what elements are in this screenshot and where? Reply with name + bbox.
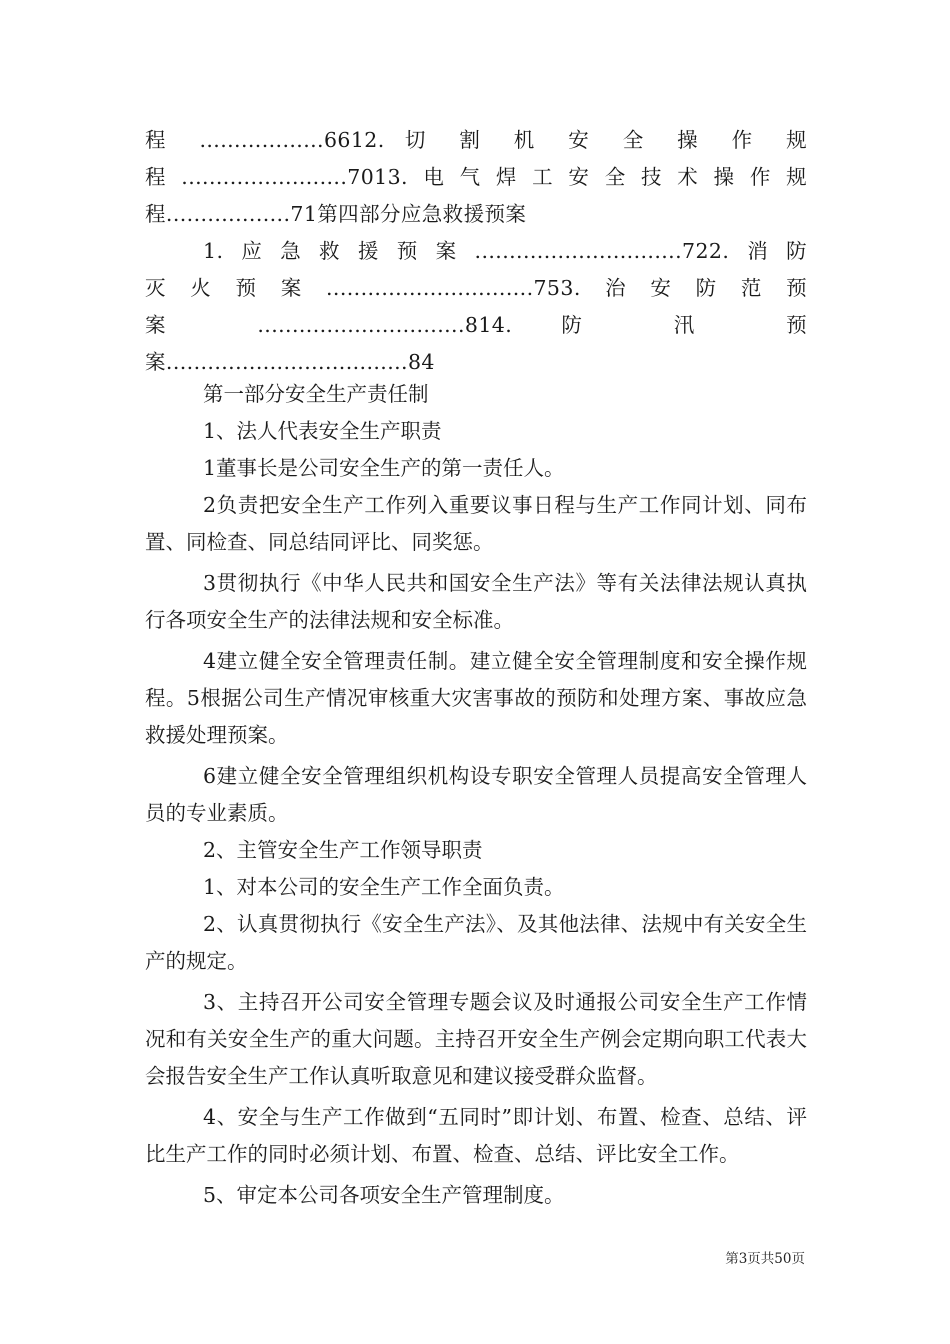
paragraph: 6建立健全安全管理组织机构设专职安全管理人员提高安全管理人员的专业素质。 bbox=[145, 764, 807, 825]
toc-line: 程 ..................6612. 切 割 机 安 全 操 作 规 bbox=[145, 128, 807, 152]
paragraph: 1、对本公司的安全生产工作全面负责。 bbox=[203, 875, 565, 899]
paragraph: 1董事长是公司安全生产的第一责任人。 bbox=[203, 456, 565, 480]
toc-line: 1.应急救援预案..............................722.消防 bbox=[203, 239, 807, 263]
toc-line: 程........................7013.电气焊工安全技术操作规 bbox=[145, 165, 807, 189]
paragraph: 4建立健全安全管理责任制。建立健全安全管理制度和安全操作规程。5根据公司生产情况审核重大灾害事故的预防和处理方案、事故应急救援处理预案。 bbox=[145, 649, 807, 747]
part-title: 第一部分安全生产责任制 bbox=[203, 382, 429, 406]
toc-line: 灭火预案..............................753.治安防范预 bbox=[145, 276, 807, 300]
toc-line: 程..................71第四部分应急救援预案 bbox=[145, 202, 527, 226]
section-heading: 2、主管安全生产工作领导职责 bbox=[203, 838, 483, 862]
section-heading: 1、法人代表安全生产职责 bbox=[203, 419, 442, 443]
paragraph: 3、主持召开公司安全管理专题会议及时通报公司安全生产工作情况和有关安全生产的重大问题。主持召开安全生产例会定期向职工代表大会报告安全生产工作认真听取意见和建议接受群众监督。 bbox=[145, 990, 807, 1088]
paragraph: 3贯彻执行《中华人民共和国安全生产法》等有关法律法规认真执行各项安全生产的法律法规和安全标准。 bbox=[145, 571, 807, 632]
toc-line: 案 ..............................814. 防 汛 预 bbox=[145, 313, 807, 337]
document-body bbox=[145, 376, 807, 1214]
table-of-contents bbox=[145, 122, 807, 381]
page-number: 第3页共50页 bbox=[725, 1251, 805, 1267]
paragraph: 2、认真贯彻执行《安全生产法》、及其他法律、法规中有关安全生产的规定。 bbox=[145, 912, 807, 973]
paragraph: 5、审定本公司各项安全生产管理制度。 bbox=[203, 1183, 565, 1207]
toc-line: 案...................................84 bbox=[145, 350, 435, 374]
paragraph: 2负责把安全生产工作列入重要议事日程与生产工作同计划、同布置、同检查、同总结同评比、同奖惩。 bbox=[145, 493, 807, 554]
paragraph: 4、安全与生产工作做到“五同时”即计划、布置、检查、总结、评比生产工作的同时必须计划、布置、检查、总结、评比安全工作。 bbox=[145, 1105, 807, 1166]
